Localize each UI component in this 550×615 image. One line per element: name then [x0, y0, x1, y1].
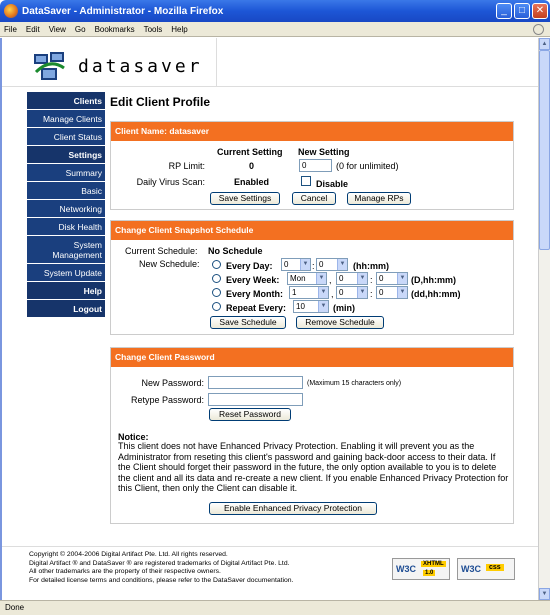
sidebar-item-client-status[interactable]: Client Status — [27, 128, 105, 146]
vertical-scrollbar[interactable] — [538, 38, 550, 600]
w3c-css-badge[interactable] — [457, 558, 515, 580]
menu-help[interactable]: Help — [171, 24, 188, 34]
sidebar-header-help[interactable]: Help — [27, 282, 105, 300]
scroll-thumb[interactable] — [539, 50, 550, 250]
colon-separator: : — [370, 275, 373, 285]
virus-scan-current: Enabled — [234, 177, 270, 187]
comma-separator: , — [331, 289, 334, 299]
close-button[interactable]: ✕ — [532, 3, 548, 19]
disable-virus-scan-label: Disable — [316, 179, 349, 189]
cancel-button[interactable]: Cancel — [292, 192, 336, 205]
every-week-label: Every Week: — [226, 275, 280, 285]
throbber-icon — [533, 24, 544, 35]
sidebar-item-system-management[interactable]: System Management — [27, 236, 105, 264]
every-month-radio[interactable] — [212, 288, 221, 297]
virus-scan-label: Daily Virus Scan: — [136, 177, 205, 187]
header-rule — [2, 86, 538, 87]
rp-limit-current: 0 — [249, 161, 255, 171]
menu-tools[interactable]: Tools — [143, 24, 163, 34]
every-week-minute-select[interactable] — [376, 272, 408, 285]
colon-separator: : — [312, 261, 315, 271]
every-day-minute-select[interactable] — [316, 258, 348, 271]
menu-bookmarks[interactable]: Bookmarks — [94, 24, 135, 34]
chevron-down-icon: ▼ — [357, 273, 367, 284]
menu-file[interactable]: File — [4, 24, 17, 34]
window-titlebar — [0, 0, 550, 22]
new-password-input[interactable] — [208, 376, 303, 389]
save-schedule-button[interactable]: Save Schedule — [210, 316, 286, 329]
sidebar-item-networking[interactable]: Networking — [27, 200, 105, 218]
current-schedule-value: No Schedule — [208, 246, 263, 256]
every-day-hour-value: 0 — [284, 260, 289, 269]
panel-header-password: Change Client Password — [111, 348, 513, 367]
chevron-down-icon: ▼ — [318, 301, 328, 312]
sidebar-item-summary[interactable]: Summary — [27, 164, 105, 182]
window-title: DataSaver - Administrator - Mozilla Firefox — [22, 5, 224, 17]
client-password-panel — [110, 347, 514, 524]
every-day-minute-value: 0 — [319, 260, 324, 269]
chevron-down-icon: ▼ — [357, 287, 367, 298]
repeat-every-label: Repeat Every: — [226, 303, 287, 313]
comma-separator: , — [329, 275, 332, 285]
every-month-hour-select[interactable] — [336, 286, 368, 299]
every-day-label: Every Day: — [226, 261, 273, 271]
every-month-hour-value: 0 — [339, 288, 344, 297]
retype-password-label: Retype Password: — [130, 395, 204, 405]
every-day-format: (hh:mm) — [353, 261, 389, 271]
repeat-every-value: 10 — [296, 302, 305, 311]
minimize-button[interactable]: _ — [496, 3, 512, 19]
scroll-up-icon[interactable]: ▲ — [539, 38, 550, 50]
retype-password-input[interactable] — [208, 393, 303, 406]
maximize-button[interactable]: □ — [514, 3, 530, 19]
chevron-down-icon: ▼ — [316, 273, 326, 284]
every-week-radio[interactable] — [212, 274, 221, 283]
menu-go[interactable]: Go — [74, 24, 86, 34]
new-password-label: New Password: — [141, 378, 204, 388]
every-week-format: (D,hh:mm) — [411, 275, 456, 285]
enable-privacy-button[interactable]: Enable Enhanced Privacy Protection — [209, 502, 377, 515]
footer-trademarks: Digital Artifact ® and DataSaver ® are registered trademarks of Digital Artifact Pte. Ltd. — [29, 559, 290, 567]
sidebar-header-clients[interactable]: Clients — [27, 92, 105, 110]
every-month-minute-select[interactable] — [376, 286, 408, 299]
manage-rps-button[interactable]: Manage RPs — [347, 192, 411, 205]
client-profile-panel — [110, 121, 514, 210]
page-title: Edit Client Profile — [110, 95, 211, 109]
footer-license: For detailed license terms and conditions, please refer to the DataSaver documentation. — [29, 576, 294, 584]
header-divider — [216, 38, 217, 86]
chevron-down-icon: ▼ — [397, 273, 407, 284]
w3c-xhtml-logo: W3C — [396, 564, 416, 574]
colon-separator: : — [370, 289, 373, 299]
css-label: css — [486, 564, 504, 571]
sidebar — [27, 92, 105, 318]
every-month-day-select[interactable] — [289, 286, 329, 299]
status-bar: Done — [0, 600, 550, 615]
every-month-format: (dd,hh:mm) — [411, 289, 461, 299]
column-current-setting: Current Setting — [217, 147, 283, 157]
footer-other-trademarks: All other trademarks are the property of their respective owners. — [29, 568, 221, 575]
every-week-minute-value: 0 — [379, 274, 384, 283]
firefox-icon — [4, 4, 18, 18]
chevron-down-icon: ▼ — [318, 287, 328, 298]
notice-title: Notice: — [118, 432, 149, 442]
repeat-every-select[interactable] — [293, 300, 329, 313]
every-week-day-value: Mon — [290, 274, 306, 283]
chevron-down-icon: ▼ — [300, 259, 310, 270]
every-day-radio[interactable] — [212, 260, 221, 269]
every-month-day-value: 1 — [292, 288, 297, 297]
xhtml-label: XHTML — [423, 561, 444, 567]
xhtml-version: 1.0 — [425, 570, 434, 576]
menu-view[interactable]: View — [48, 24, 66, 34]
snapshot-schedule-panel — [110, 220, 514, 335]
chevron-down-icon: ▼ — [397, 287, 407, 298]
sidebar-item-logout[interactable]: Logout — [27, 300, 105, 318]
every-week-hour-value: 0 — [339, 274, 344, 283]
page-content — [0, 38, 538, 600]
rp-limit-input[interactable]: 0 — [299, 159, 332, 172]
sidebar-item-basic[interactable]: Basic — [27, 182, 105, 200]
scroll-down-icon[interactable]: ▼ — [539, 588, 550, 600]
menu-edit[interactable]: Edit — [25, 24, 40, 34]
current-schedule-label: Current Schedule: — [125, 246, 198, 256]
sidebar-item-system-update[interactable]: System Update — [27, 264, 105, 282]
remove-schedule-button[interactable]: Remove Schedule — [296, 316, 384, 329]
disable-virus-scan-checkbox[interactable] — [301, 176, 311, 186]
w3c-css-logo: W3C — [461, 564, 481, 574]
column-new-setting: New Setting — [298, 147, 350, 157]
brand-name: datasaver — [78, 56, 203, 77]
sidebar-item-manage-clients[interactable]: Manage Clients — [27, 110, 105, 128]
every-month-label: Every Month: — [226, 289, 284, 299]
every-week-day-select[interactable] — [287, 272, 327, 285]
every-week-hour-select[interactable] — [336, 272, 368, 285]
every-day-hour-select[interactable] — [281, 258, 311, 271]
sidebar-header-settings[interactable]: Settings — [27, 146, 105, 164]
save-settings-button[interactable]: Save Settings — [210, 192, 280, 205]
repeat-every-radio[interactable] — [212, 302, 221, 311]
new-schedule-label: New Schedule: — [139, 259, 200, 269]
repeat-every-format: (min) — [333, 303, 355, 313]
datasaver-logo-icon — [32, 50, 68, 84]
rp-limit-label: RP Limit: — [168, 161, 205, 171]
w3c-xhtml-badge[interactable] — [392, 558, 450, 580]
rp-limit-hint: (0 for unlimited) — [336, 161, 399, 171]
panel-header-client-name: Client Name: datasaver — [111, 122, 513, 141]
new-password-hint: (Maximum 15 characters only) — [307, 380, 402, 387]
reset-password-button[interactable]: Reset Password — [209, 408, 291, 421]
notice-text: This client does not have Enhanced Privacy Protection. Enabling it will prevent you as the Administrator from reseting this client's password and gaining back-door access to their data. If the Client should forget their password in the future, the only option available to you is to delete the client and all its data and re-create a new client. If you enable Enhanced Privacy Protection for this Client, then only the Client can disable it. — [118, 441, 509, 493]
chevron-down-icon: ▼ — [337, 259, 347, 270]
every-month-minute-value: 0 — [379, 288, 384, 297]
panel-header-schedule: Change Client Snapshot Schedule — [111, 221, 513, 240]
sidebar-item-disk-health[interactable]: Disk Health — [27, 218, 105, 236]
menu-bar — [0, 22, 550, 37]
footer-copyright: Copyright © 2004-2006 Digital Artifact Pte. Ltd. All rights reserved. — [29, 551, 228, 558]
